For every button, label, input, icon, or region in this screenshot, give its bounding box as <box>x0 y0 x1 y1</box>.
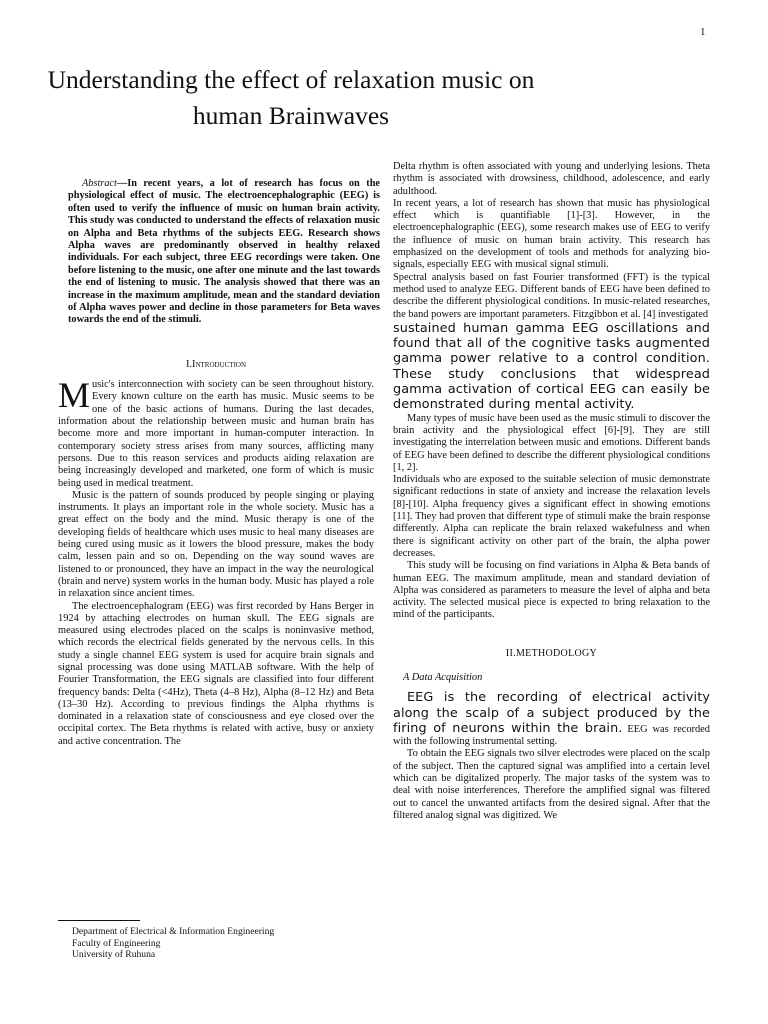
section-1-number: I. <box>185 358 193 370</box>
right-paragraph-7 <box>393 690 710 748</box>
footnote-rule <box>58 920 140 921</box>
footnote <box>72 926 274 961</box>
right-paragraph-5: Individuals who are exposed to the suitable selection of music demonstrate significant reductions in state of anxiety and increase the relaxation levels [8]-[10]. Alpha frequency gives a significant effect in showing emotions [11]. They had proven that different type of stimuli make the brain response differently. Alpha can replicate the brain relaxed wakefulness and when there is significant activity on other part of the brain, the alpha power decreases. <box>393 474 710 559</box>
abstract-text: In recent years, a lot of research has focus on the physiological effect of music. The electroencephalographic (EEG) is often used to verify the influence of music on human brain activity. This study was conducted to understand the effects of relaxation music on Alpha and Beta rhythms of the subjects EEG. Research shows Alpha waves are predominantly observed in healthy relaxed individuals. For each subject, three EEG recordings were taken. One before listening to the music, one after one minute and the last towards the end of listening to music. The analysis showed that there was an increase in the maximum amplitude, mean and the standard deviation of Alpha waves power and decline in those parameters for Beta waves towards the end of the stimuli. <box>68 178 380 326</box>
left-column <box>58 178 380 748</box>
abstract-lead: Abstract <box>82 178 117 189</box>
section-1-title: Introduction <box>192 358 247 370</box>
right-paragraph-3-sans: sustained human gamma EEG oscillations and found that all of the cognitive tasks augmented gamma power relative to a control condition. These study conclusions that widespread gamma activation of cortical EEG can easily be demonstrated during mental activity. <box>393 320 710 413</box>
title-line-2: human Brainwaves <box>192 101 390 130</box>
paper-title <box>6 62 576 134</box>
right-paragraph-1: Delta rhythm is often associated with young and underlying lesions. Theta rhythm is associated with drowsiness, childhood, adolescence, and early adulthood. <box>393 161 710 197</box>
right-paragraph-4: Many types of music have been used as the music stimuli to discover the brain activity and the physiological effect [6]-[9]. They are still investigating the interrelation between music and emotions. Different bands of EEG have been defined to describe the different physiological conditions [1, 2]. <box>393 412 710 473</box>
section-2-heading: II.METHODOLOGY <box>505 647 598 659</box>
section-1-heading <box>58 359 374 371</box>
right-paragraph-6: This study will be focusing on find variations in Alpha & Beta bands of human EEG. The maximum amplitude, mean and standard deviation of Alpha was considered as parameters to measure the level of alpha and beta activity. The selected musical piece is expected to bring relaxation to the mind of the participants. <box>393 560 710 621</box>
intro-paragraph-1-text: usic's interconnection with society can be seen throughout history. Every known culture on the earth has music. Music seems to be one of the basic actions of humans. During the last decades, information about the relationship between music and human brain has become more and more important in human-computer interaction. In contemporary society stress arises from many sources, afflicting many persons. Due to this reason services and products aiding relaxation are being increasingly developed and marketed, one form of which is music being used in medical treatment. <box>58 379 374 489</box>
footnote-line-2: Faculty of Engineering <box>72 937 161 949</box>
abstract-dash: — <box>116 178 128 189</box>
subsection-a-heading: A Data Acquisition <box>403 671 483 683</box>
intro-paragraph-2: Music is the pattern of sounds produced by people singing or playing instruments. It plays an important role in the whole society. Music has a great effect on the body and the mind. Music therapy is one of the developing fields of healthcare which uses music to heal many diseases are being cured using music as it lowers the blood pressure, makes the body calm, lessen pain and so on. Depending on the way sound waves are listened to or pronounced, they have an impact in the way the neurological (brain and nerve) system works in the human body. Music has played a role in relaxation since ancient times. <box>58 489 374 600</box>
right-paragraph-2: In recent years, a lot of research has shown that music has physiological effect which is quantifiable [1]-[3]. However, in the electroencephalographic (EEG), some research makes use of EEG to verify the influence of music on human brain activity. This research has emphasized on the development of tools and methods for analyzing bio-signals, especially EEG with musical signal stimuli. <box>393 197 710 271</box>
right-paragraph-3 <box>393 272 710 413</box>
page-number: 1 <box>700 26 706 38</box>
right-paragraph-7-serif: EEG was recorded with the following instrumental setting. <box>393 723 710 748</box>
right-paragraph-8: To obtain the EEG signals two silver electrodes were placed on the scalp of the subject. Then the captured signal was amplified into a certain level which can be digitalized properly. The major tasks of the system was to deal with noise interferences. Therefore the amplified signal was filtered out to cancel the unwanted artifacts from the desired signal. After that the filtered analog signal was digitized. We <box>393 748 710 821</box>
footnote-line-1: Department of Electrical & Information Engineering <box>72 926 275 937</box>
right-paragraph-3-text: Spectral analysis based on fast Fourier transformed (FFT) is the typical method used to analyze EEG. Different bands of EEG have been defined to describe the different physiological conditions. In music-related researches, the band powers are important parameters. Fitzgibbon et al. [4] investigated <box>393 271 710 320</box>
footnote-line-3: University of Ruhuna <box>72 949 156 961</box>
intro-paragraph-3: The electroencephalogram (EEG) was first recorded by Hans Berger in 1924 by attaching electrodes on human skull. The EEG signals are measured using electrodes placed on the scalps is noninvasive method, which records the electrical fields generated by the nervous cells. In this study a single channel EEG system is used for acquire brain signals and signal processing was done using MATLAB software. With the help of Fourier Transformation, the EEG signals are classified into four different frequency bands: Delta (<4Hz), Theta (4–8 Hz), Alpha (8–12 Hz) and Beta (13–30 Hz). According to previous findings the Alpha rhythms is dominated in a relaxation state of consciousness and eye closed over the occipital cortex. The Beta rhythms is related with active, busy or anxiety and active concentration. The <box>58 600 374 747</box>
right-column <box>393 161 710 822</box>
intro-paragraph-1 <box>58 375 374 490</box>
abstract <box>68 178 380 327</box>
drop-cap: M <box>58 375 91 416</box>
title-line-1: Understanding the effect of relaxation music on <box>47 65 535 94</box>
right-paragraph-7-sans: EEG is the recording of electrical activity along the scalp of a subject produced by the firing of neurons within the brain. <box>393 690 710 736</box>
